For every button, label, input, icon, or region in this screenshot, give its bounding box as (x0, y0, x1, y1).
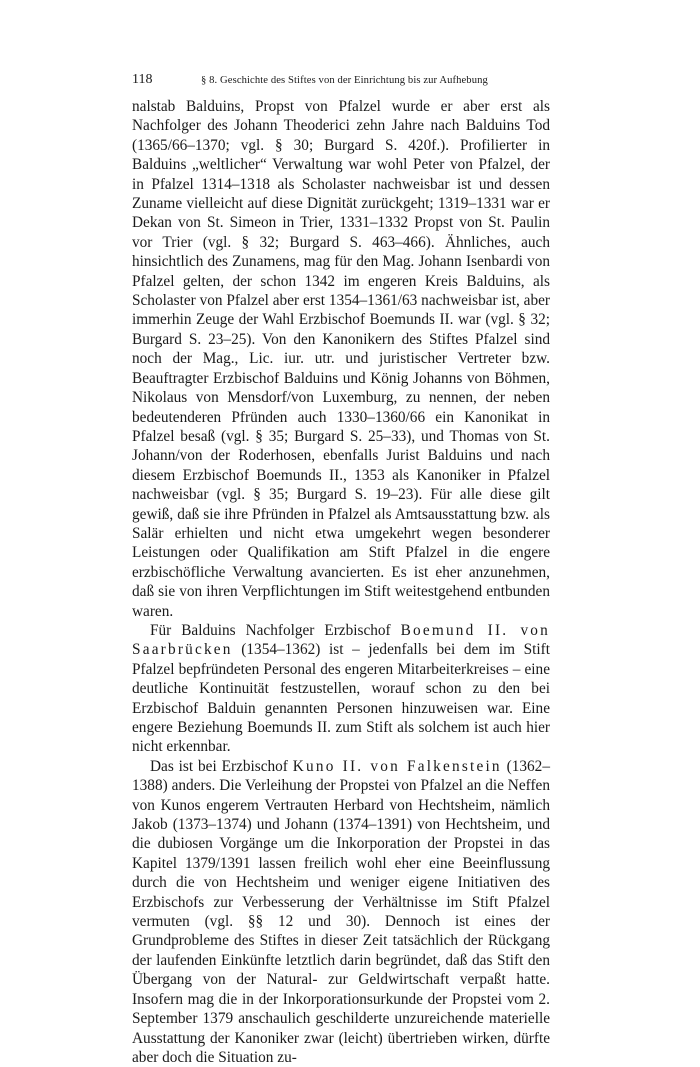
paragraph-3 (132, 757, 550, 1067)
paragraph-3-before: Das ist bei Erzbischof (150, 757, 293, 775)
book-page (132, 70, 550, 1067)
paragraph-1: nalstab Balduins, Propst von Pfalzel wurde er aber erst als Nachfolger des Johann Theoderici zehn Jahre nach Balduins Tod (1365/66–1370; vgl. § 30; Burgard S. 420f.). Profilierter in Balduins „weltlicher“ Verwaltung war wohl Peter von Pfalzel, der in Pfalzel 1314–1318 als Scholaster nachweisbar ist und dessen Zuname vielleicht auf diese Dignität zurückgeht; 1319–1331 war er Dekan von St. Simeon in Trier, 1331–1332 Propst von St. Paulin vor Trier (vgl. § 32; Burgard S. 463–466). Ähnliches, auch hinsichtlich des Zunamens, mag für den Mag. Johann Isenbardi von Pfalzel gelten, der schon 1342 im engeren Kreis Balduins, als Scholaster von Pfalzel aber erst 1354–1361/63 nachweisbar ist, aber immerhin Zeuge der Wahl Erzbischof Boemunds II. war (vgl. § 32; Burgard S. 23–25). Von den Kanonikern des Stiftes Pfalzel sind noch der Mag., Lic. iur. utr. und juristischer Vertreter bzw. Beauftragter Erzbischof Balduins und König Johanns von Böhmen, Nikolaus von Mensdorf/von Luxemburg, zu nennen, der neben bedeutenderen Pfründen auch 1330–1360/66 ein Kanonikat in Pfalzel besaß (vgl. § 35; Burgard S. 25–33), und Thomas von St. Johann/von der Roderhosen, ebenfalls Jurist Balduins und nach diesem Erzbischof Boemunds II., 1353 als Kanoniker in Pfalzel nachweisbar (vgl. § 35; Burgard S. 19–23). Für alle diese gilt gewiß, daß sie ihre Pfründen in Pfalzel als Amtsausstattung bzw. als Salär erhielten und nicht etwa umgekehrt wegen besonderer Leistungen oder Qualifikation am Stift Pfalzel in die engere erzbischöfliche Verwaltung avancierten. Es ist eher anzunehmen, daß sie von ihren Verpflichtungen im Stift weitestgehend entbunden waren. (132, 98, 550, 620)
body-text (132, 97, 550, 1067)
archbishop-name-boemund: Boemund II. von Saarbrücken (132, 621, 551, 659)
paragraph-2 (132, 621, 550, 757)
paragraph-3-after: (1362–1388) anders. Die Verleihung der Propstei von Pfalzel an die Neffen von Kunos engerem Vertrauten Herbard von Hechtsheim, nämlich Jakob (1373–1374) und Johann (1374–1391) von Hechtsheim, und die dubiosen Vorgänge um die Inkorporation der Propstei in das Kapitel 1379/1391 lassen freilich wohl eher eine Beeinflussung durch die von Hechtsheim und weniger eigene Initiativen des Erzbischofs zur Verbesserung der Verhältnisse im Stift Pfalzel vermuten (vgl. §§ 12 und 30). Dennoch ist eines der Grundprobleme des Stiftes in dieser Zeit tatsächlich der Rückgang der laufenden Einkünfte letztlich darin begründet, daß das Stift den Übergang von der Natural- zur Geldwirtschaft verpaßt hatte. Insofern mag die in der Inkorporationsurkunde der Propstei vom 2. September 1379 anschaulich geschilderte unzureichende materielle Ausstattung der Kanoniker zwar (leicht) übertrieben wirken, dürfte aber doch die Situation zu- (132, 757, 550, 1066)
running-head (132, 70, 550, 90)
paragraph-2-after: (1354–1362) ist – jedenfalls bei dem im Stift Pfalzel bepfründeten Personal des engeren Mitarbeiterkreises – eine deutliche Kontinuität festzustellen, worauf schon zu den bei Erzbischof Balduin genannten Personen hinzuweisen war. Eine engere Beziehung Boemunds II. zum Stift als solchem ist auch hier nicht erkennbar. (132, 641, 550, 756)
archbishop-name-kuno: Kuno II. von Falkenstein (292, 757, 502, 775)
running-title: § 8. Geschichte des Stiftes von der Einrichtung bis zur Aufhebung (201, 75, 488, 86)
paragraph-2-before: Für Balduins Nachfolger Erzbischof (150, 621, 401, 639)
page-number: 118 (132, 72, 153, 87)
